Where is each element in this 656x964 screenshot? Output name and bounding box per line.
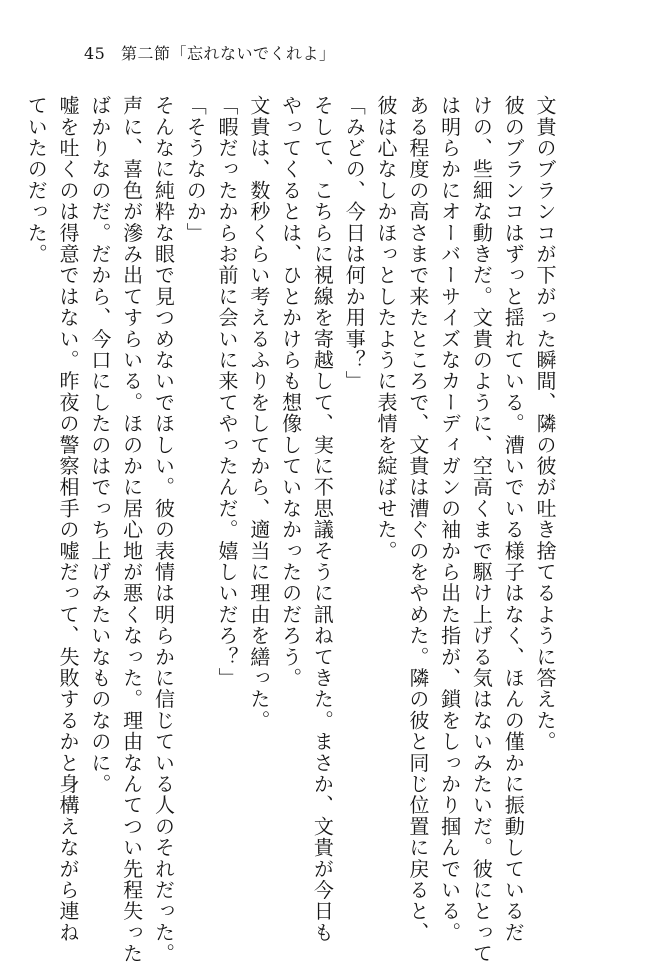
text-line: 「みどの、今日は何か用事？」 — [342, 95, 367, 392]
page-number: 45 — [84, 44, 106, 63]
section-title: 第二節「忘れないでくれよ」 — [120, 44, 336, 63]
body-text — [19, 95, 560, 964]
text-line: そんなに純粋な眼で見つめないでほしい。彼の表情は明らかに信じている人のそれだった。 — [151, 95, 176, 964]
text-line: けの、些細な動きだ。文貴のように、空高くまで駆け上げる気はないみたいだ。彼にとって — [469, 95, 494, 964]
text-line: は明らかにオーバーサイズなカーディガンの袖から出た指が、鎖をしっかり掴んでいる。 — [437, 95, 462, 943]
text-line: 声に、喜色が滲み出てすらいる。ほのかに居心地が悪くなった。理由なんてつい先程失った — [119, 95, 144, 964]
running-header — [84, 43, 335, 65]
text-line: ばかりなのだ。だから、今口にしたのはでっち上げみたいなものなのに。 — [87, 95, 112, 795]
text-line: 文貴のブランコが下がった瞬間、隣の彼が吐き捨てるように答えた。 — [533, 95, 557, 753]
text-line: ある程度の高さまで来たところで、文貴は漕ぐのをやめた。隣の彼と同じ位置に戻ると、 — [405, 95, 430, 943]
text-line: そして、こちらに視線を寄越して、実に不思議そうに訊ねてきた。まさか、文貴が今日も — [310, 95, 335, 943]
text-line: 彼のブランコはずっと揺れている。漕いでいる様子はなく、ほんの僅かに振動しているだ — [501, 95, 526, 943]
text-line: 彼は心なしかほっとしたように表情を綻ばせた。 — [374, 95, 399, 562]
text-line: 「暇だったからお前に会いに来てやったんだ。嬉しいだろ？」 — [215, 95, 240, 689]
text-line: 嘘を吐くのは得意ではない。昨夜の警察相手の嘘だって、失敗するかと身構えながら連ね — [56, 95, 81, 943]
text-line: 文貴は、数秒くらい考えるふりをしてから、適当に理由を繕った。 — [246, 95, 271, 731]
text-line: やってくるとは、ひとかけらも想像していなかったのだろう。 — [278, 95, 303, 689]
text-line: ていたのだった。 — [24, 95, 49, 265]
text-line: 「そうなのか」 — [183, 95, 208, 244]
